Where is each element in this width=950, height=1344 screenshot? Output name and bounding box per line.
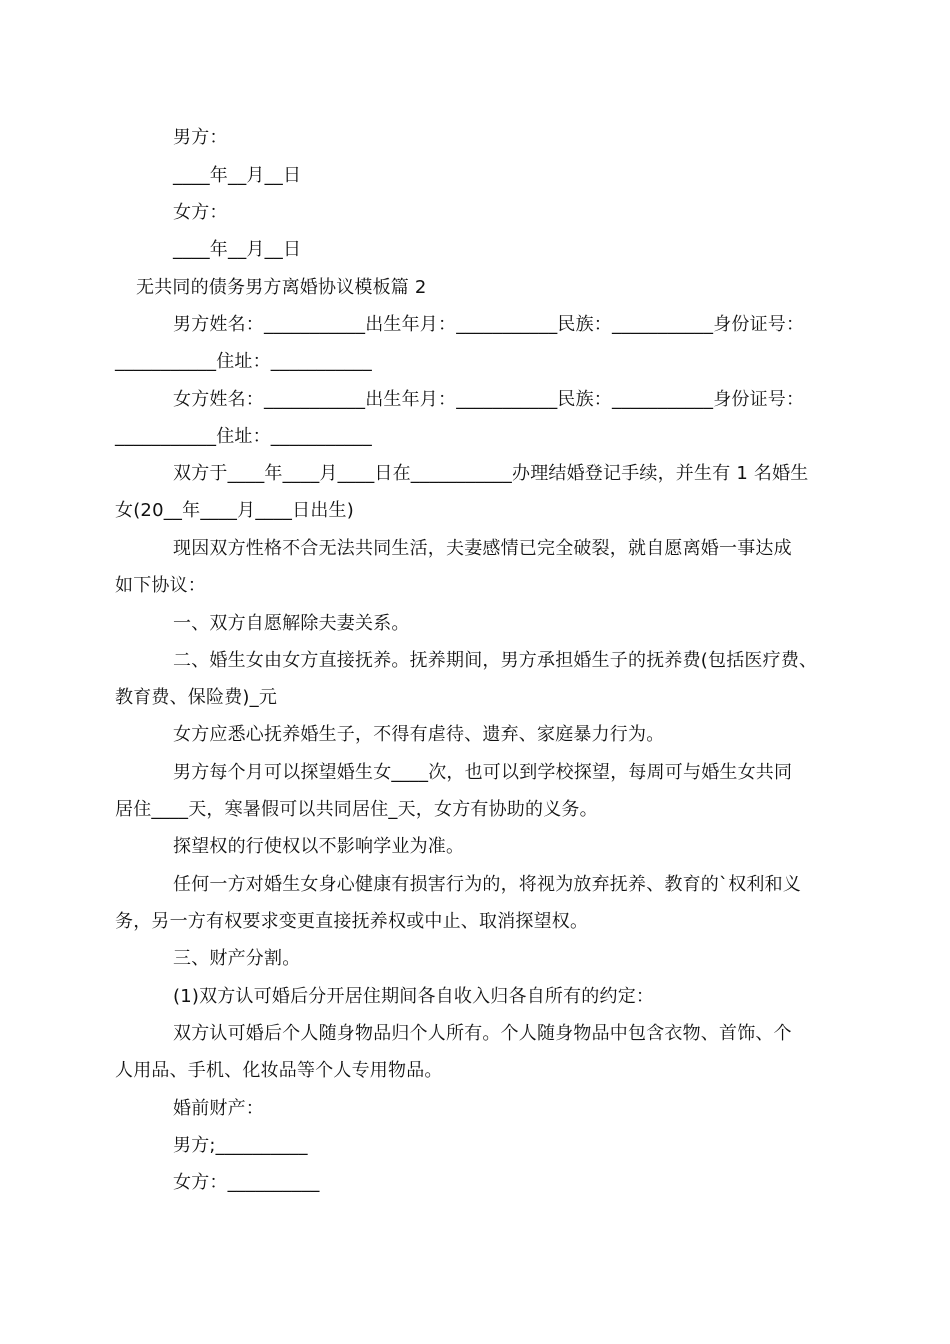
harm-clause-line-1: 任何一方对婚生女身心健康有损害行为的，将视为放弃抚养、教育的`权利和义 [173,874,801,895]
male-info-line-1: 男方姓名：___________出生年月：___________民族：___________身份证号： [173,314,805,335]
clause-3: 三、财产分割。 [173,948,301,969]
premarital-property-label: 婚前财产： [173,1098,264,1119]
visitation-line-1: 男方每个月可以探望婚生女____次，也可以到学校探望，每周可与婚生女共同 [173,762,793,783]
property-item-1: (1)双方认可婚后分开居住期间各自收入归各自所有的约定： [173,986,655,1007]
marriage-registration-line-1: 双方于____年____月____日在___________办理结婚登记手续，并生有 1 名婚生 [173,463,809,484]
harm-clause-line-2: 务，另一方有权要求变更直接抚养权或中止、取消探望权。 [115,911,589,932]
premarital-male: 男方;__________ [173,1135,308,1156]
female-info-line-2: ___________住址：___________ [115,426,372,447]
personal-items-line-2: 人用品、手机、化妆品等个人专用物品。 [115,1060,443,1081]
clause-2-line-1: 二、婚生女由女方直接抚养。抚养期间，男方承担婚生子的抚养费(包括医疗费、 [173,650,818,671]
visitation-line-2: 居住____天，寒暑假可以共同居住_天，女方有协助的义务。 [115,799,598,820]
custody-duty: 女方应悉心抚养婚生子，不得有虐待、遗弃、家庭暴力行为。 [173,724,665,745]
visitation-rule: 探望权的行使权以不影响学业为准。 [173,836,465,857]
marriage-registration-line-2: 女(20__年____月____日出生) [115,500,354,521]
personal-items-line-1: 双方认可婚后个人随身物品归个人所有。个人随身物品中包含衣物、首饰、个 [173,1023,792,1044]
agreement-reason-line-2: 如下协议： [115,575,206,596]
clause-2-line-2: 教育费、保险费)_元 [115,687,278,708]
clause-1: 一、双方自愿解除夫妻关系。 [173,613,410,634]
agreement-reason-line-1: 现因双方性格不合无法共同生活，夫妻感情已完全破裂，就自愿离婚一事达成 [173,538,792,559]
signature-female-date: ____年__月__日 [173,239,302,260]
signature-male-label: 男方： [173,127,228,148]
male-info-line-2: ___________住址：___________ [115,351,372,372]
signature-male-date: ____年__月__日 [173,165,302,186]
premarital-female: 女方：__________ [173,1172,320,1193]
female-info-line-1: 女方姓名：___________出生年月：___________民族：___________身份证号： [173,389,805,410]
signature-female-label: 女方： [173,202,228,223]
section-title: 无共同的债务男方离婚协议模板篇 2 [136,277,427,298]
